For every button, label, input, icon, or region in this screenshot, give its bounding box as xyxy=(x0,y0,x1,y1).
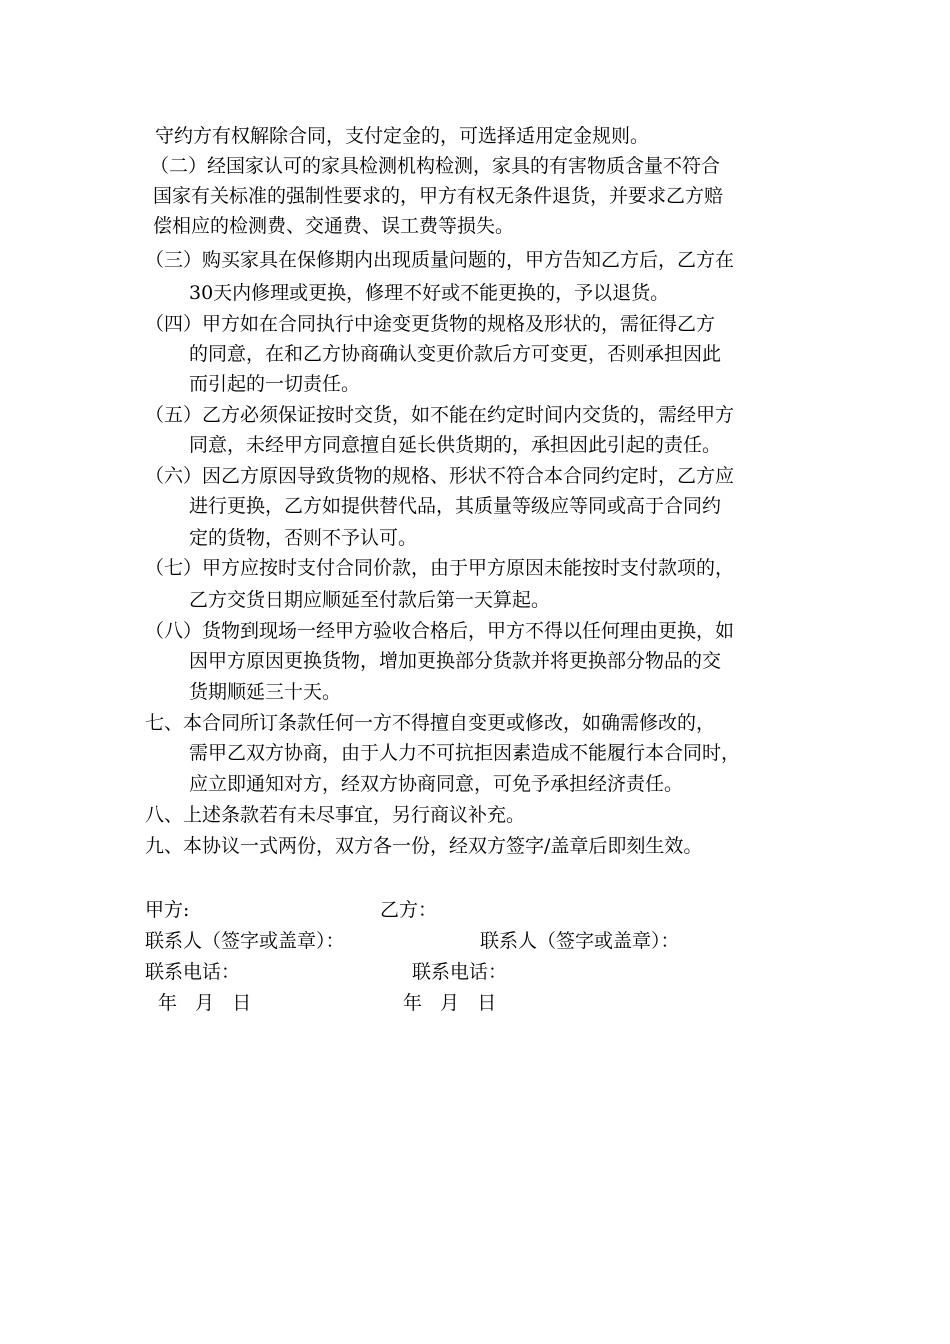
clause-line: 的同意，在和乙方协商确认变更价款后方可变更，否则承担因此 xyxy=(189,343,722,365)
clause-line: 需甲乙双方协商，由于人力不可抗拒因素造成不能履行本合同时， xyxy=(189,742,741,764)
clause-line: （七）甲方应按时支付合同价款，由于甲方原因未能按时支付款项的， xyxy=(145,557,735,579)
clause-line: 八、上述条款若有未尽事宜，另行商议补充。 xyxy=(145,804,526,826)
date-b: 年 月 日 xyxy=(403,992,497,1014)
phone-b-label: 联系电话： xyxy=(412,961,508,983)
clause-line: （二）经国家认可的家具检测机构检测，家具的有害物质含量不符合 xyxy=(150,155,721,177)
clause-line: （三）购买家具在保修期内出现质量问题的，甲方告知乙方后，乙方在 xyxy=(145,249,735,271)
clause-line: 进行更换，乙方如提供替代品，其质量等级应等同或高于合同约 xyxy=(189,495,722,517)
clause-line: 同意，未经甲方同意擅自延长供货期的，承担因此引起的责任。 xyxy=(189,434,722,456)
phone-a-label: 联系电话： xyxy=(145,961,241,983)
party-b-label: 乙方： xyxy=(380,899,438,921)
clause-line: 七、本合同所订条款任何一方不得擅自变更或修改，如确需修改的， xyxy=(145,712,716,734)
clause-line: 30天内修理或更换，修理不好或不能更换的，予以退货。 xyxy=(189,282,670,304)
clause-line: 因甲方原因更换货物，增加更换部分货款并将更换部分物品的交 xyxy=(189,650,722,672)
clause-line: 定的货物，否则不予认可。 xyxy=(189,527,418,549)
clause-line: （六）因乙方原因导致货物的规格、形状不符合本合同约定时，乙方应 xyxy=(145,465,735,487)
clause-line: 九、本协议一式两份，双方各一份，经双方签字/盖章后即刻生效。 xyxy=(145,835,703,857)
contact-a-label: 联系人（签字或盖章）： xyxy=(145,930,345,952)
party-a-label: 甲方: xyxy=(145,899,190,921)
clause-line: 应立即通知对方，经双方协商同意，可免予承担经济责任。 xyxy=(189,773,684,795)
clause-line: 守约方有权解除合同，支付定金的，可选择适用定金规则。 xyxy=(155,125,650,147)
clause-line: （四）甲方如在合同执行中途变更货物的规格及形状的，需征得乙方 xyxy=(145,313,716,335)
clause-line: 而引起的一切责任。 xyxy=(189,373,361,395)
clause-line: 货期顺延三十天。 xyxy=(189,681,342,703)
date-a: 年 月 日 xyxy=(158,992,252,1014)
contact-b-label: 联系人（签字或盖章）： xyxy=(480,930,680,952)
clause-line: （五）乙方必须保证按时交货，如不能在约定时间内交货的，需经甲方 xyxy=(145,404,735,426)
clause-line: 国家有关标准的强制性要求的，甲方有权无条件退货，并要求乙方赔 xyxy=(153,185,724,207)
clause-line: （八）货物到现场一经甲方验收合格后，甲方不得以任何理由更换，如 xyxy=(145,620,735,642)
clause-line: 乙方交货日期应顺延至付款后第一天算起。 xyxy=(189,589,551,611)
clause-line: 偿相应的检测费、交通费、误工费等损失。 xyxy=(153,215,515,237)
